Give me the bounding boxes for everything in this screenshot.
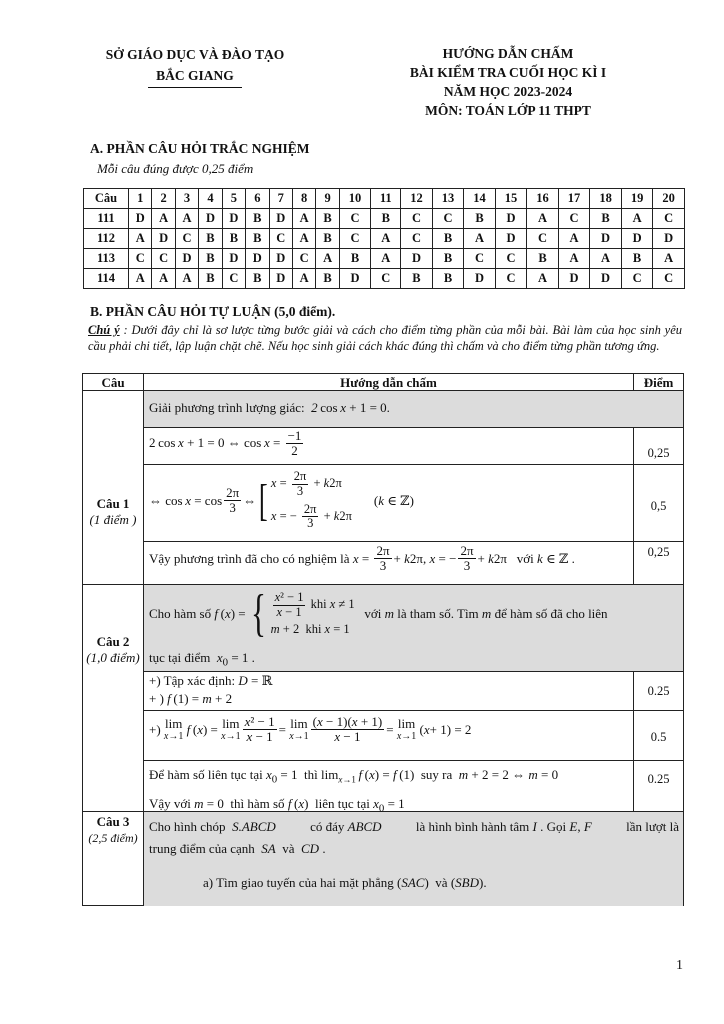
exam-code: 113	[84, 249, 129, 269]
answer-cell: C	[152, 249, 175, 269]
answer-cell: B	[432, 249, 464, 269]
answer-cell: B	[246, 269, 269, 289]
question-number: 12	[401, 189, 433, 209]
province-name: BẮC GIANG	[148, 65, 242, 88]
exam-code: 114	[84, 269, 129, 289]
q1-step2: ⇔ cos x = cos $\frac{2\pi}{3}$ ⇔ [ x = $\frac{2\pi}{3}$ + k2π x = − $\frac{2\pi}{3}$ + k2π (k ∈ ℤ)	[149, 469, 414, 531]
answer-cell: C	[653, 269, 685, 289]
school-year: NĂM HỌC 2023-2024	[443, 84, 573, 99]
answer-cell: C	[269, 229, 292, 249]
answer-cell: C	[464, 249, 496, 269]
answer-cell: B	[401, 269, 433, 289]
answer-cell: D	[621, 229, 653, 249]
answer-cell: A	[292, 209, 315, 229]
question-number: 20	[653, 189, 685, 209]
answer-cell: B	[246, 229, 269, 249]
answer-cell: D	[269, 209, 292, 229]
subject: MÔN: TOÁN LỚP 11 THPT	[425, 103, 591, 118]
answer-cell: B	[316, 229, 339, 249]
answer-cell: D	[269, 269, 292, 289]
question-number: 8	[292, 189, 315, 209]
answer-cell: D	[495, 229, 527, 249]
question-number: 13	[432, 189, 464, 209]
answer-cell: C	[401, 209, 433, 229]
answer-cell: C	[371, 269, 401, 289]
answer-cell: C	[432, 209, 464, 229]
answer-row	[84, 209, 685, 229]
section-b-note	[88, 322, 682, 354]
answer-row	[84, 229, 685, 249]
answer-cell: A	[129, 229, 152, 249]
answer-cell: B	[246, 209, 269, 229]
answer-cell: B	[432, 229, 464, 249]
q1-label: Câu 1	[96, 496, 130, 511]
q2-points-total: (1,0 điểm)	[86, 650, 140, 665]
question-number: 17	[558, 189, 590, 209]
q2-step3-points: 0.25	[647, 772, 670, 786]
question-number: 16	[527, 189, 559, 209]
answer-cell: A	[621, 209, 653, 229]
answer-header-label: Câu	[84, 189, 129, 209]
q3-part-a: a) Tìm giao tuyến của hai mặt phẳng (SAC) và (SBD).	[203, 875, 487, 890]
note-text: : Dưới đây chỉ là sơ lược từng bước giải và cách cho điểm từng phần của mỗi bài. Bài làm của học sinh yêu cầu phải chi tiết, lập luận chặt chẽ. Nếu học sinh giải cách khác đúng thì chấm và cho điểm từng phần tương ứng.	[88, 323, 682, 353]
answer-cell: A	[152, 209, 175, 229]
question-number: 4	[199, 189, 222, 209]
question-number: 10	[339, 189, 371, 209]
q1-step2-points: 0,5	[650, 499, 667, 513]
answer-cell: A	[371, 229, 401, 249]
answer-cell: D	[464, 269, 496, 289]
answer-cell: C	[558, 209, 590, 229]
answer-cell: D	[199, 209, 222, 229]
q1-conclusion: Vậy phương trình đã cho có nghiệm là x = $\frac{2\pi}{3}$ + k 2π, x = − $\frac{2\pi}{3}$ + k 2π với k ∈ ℤ .	[149, 543, 575, 574]
answer-cell: A	[129, 269, 152, 289]
q1-points-total: (1 điểm )	[89, 512, 137, 527]
grading-table	[82, 373, 684, 906]
q1-step1-points: 0,25	[647, 446, 670, 460]
answer-cell: A	[371, 249, 401, 269]
question-number: 9	[316, 189, 339, 209]
q2-prompt: Cho hàm số f ( x ) = { $\frac{\text{x² − 1}}{x - 1}$ khi x ≠ 1 m + 2 khi x = 1 với m là tham số. Tìm m để hàm số đã cho liên	[149, 585, 608, 642]
note-label: Chú ý	[88, 323, 120, 337]
question-number: 15	[495, 189, 527, 209]
answer-cell: C	[129, 249, 152, 269]
page-number: 1	[676, 958, 683, 973]
answer-cell: A	[175, 269, 198, 289]
answer-cell: B	[371, 209, 401, 229]
exam-code: 112	[84, 229, 129, 249]
section-a-title: A. PHẦN CÂU HỎI TRẮC NGHIỆM	[90, 141, 310, 156]
q2-prompt-line2: tục tại điểm $x_0 = 1$ .	[149, 650, 255, 669]
answer-cell: A	[653, 249, 685, 269]
answer-key-table	[83, 188, 685, 289]
answer-cell: C	[495, 249, 527, 269]
answer-cell: C	[292, 249, 315, 269]
answer-cell: D	[590, 269, 622, 289]
question-number: 19	[621, 189, 653, 209]
question-number: 14	[464, 189, 496, 209]
answer-cell: C	[653, 209, 685, 229]
answer-cell: A	[292, 269, 315, 289]
q2-step2: +) lim x→1 f ( x ) = lim x→1 $\frac{\text{x² − 1}}{x - 1}$ = lim x→1 $\frac{(x - 1)(x + 1)}{x - 1}$ = lim x→1 ( x + 1) = 2	[149, 714, 472, 745]
doc-title: HƯỚNG DẪN CHẤM	[442, 46, 574, 61]
answer-cell: D	[152, 229, 175, 249]
answer-cell: D	[246, 249, 269, 269]
q2-label: Câu 2	[96, 634, 130, 649]
answer-cell: B	[339, 249, 371, 269]
header-right	[378, 44, 638, 120]
answer-cell: A	[590, 249, 622, 269]
answer-cell: D	[129, 209, 152, 229]
col-guide-header: Hướng dẫn chấm	[340, 375, 437, 390]
answer-cell: B	[621, 249, 653, 269]
answer-cell: B	[199, 229, 222, 249]
question-number: 2	[152, 189, 175, 209]
answer-cell: C	[175, 229, 198, 249]
question-number: 18	[590, 189, 622, 209]
col-points-header: Điểm	[643, 375, 674, 390]
q1-step3-points: 0,25	[647, 545, 670, 559]
question-number: 3	[175, 189, 198, 209]
answer-cell: B	[464, 209, 496, 229]
answer-cell: A	[316, 249, 339, 269]
answer-cell: C	[401, 229, 433, 249]
answer-cell: C	[222, 269, 245, 289]
answer-cell: B	[316, 209, 339, 229]
answer-cell: C	[527, 229, 559, 249]
question-number: 1	[129, 189, 152, 209]
answer-cell: B	[316, 269, 339, 289]
answer-cell: A	[558, 249, 590, 269]
col-question-header: Câu	[101, 375, 125, 390]
question-number: 5	[222, 189, 245, 209]
q3-prompt: Cho hình chóp S.ABCD có đáy ABCD là hình bình hành tâm I . Gọi E, F lần lượt là trung điểm của cạnh SA và CD . a) Tìm giao tuyến của hai mặt phẳng (SAC) và (SBD).	[149, 816, 679, 894]
answer-header-row	[84, 189, 685, 209]
answer-cell: C	[495, 269, 527, 289]
q1-label-cell	[83, 496, 143, 528]
section-b-title: B. PHẦN CÂU HỎI TỰ LUẬN (5,0 điểm).	[90, 304, 336, 319]
answer-cell: D	[401, 249, 433, 269]
answer-cell: D	[653, 229, 685, 249]
answer-cell: B	[432, 269, 464, 289]
answer-cell: D	[222, 249, 245, 269]
q2-label-cell	[83, 634, 143, 666]
answer-cell: A	[558, 229, 590, 249]
question-number: 7	[269, 189, 292, 209]
answer-cell: B	[527, 249, 559, 269]
q2-step3: Để hàm số liên tục tại $x_0 = 1$ thì $\lim_{x\to 1} f$ (x) = f (1) suy ra m + 2 = 2 ⇔ m = 0 Vậy với m = 0 thì hàm số f (x) liên tục tại $x_0 = 1$	[149, 767, 559, 815]
q1-step1: 2 cos x + 1 = 0 ⇔ cos x = $\frac{-1}{2}$	[149, 428, 302, 459]
answer-cell: D	[269, 249, 292, 269]
answer-cell: C	[339, 229, 371, 249]
exam-name: BÀI KIỂM TRA CUỐI HỌC KÌ I	[409, 65, 607, 80]
answer-cell: D	[495, 209, 527, 229]
answer-cell: B	[222, 229, 245, 249]
q3-label: Câu 3	[96, 814, 130, 829]
q2-step1: +) Tập xác định: D = ℝ + ) f (1) = m + 2	[149, 673, 273, 706]
answer-cell: B	[199, 269, 222, 289]
answer-cell: B	[199, 249, 222, 269]
answer-cell: A	[292, 229, 315, 249]
question-number: 6	[246, 189, 269, 209]
q2-step1-points: 0.25	[647, 684, 670, 698]
answer-cell: A	[527, 209, 559, 229]
answer-cell: D	[175, 249, 198, 269]
answer-row	[84, 249, 685, 269]
answer-cell: C	[339, 209, 371, 229]
answer-cell: A	[175, 209, 198, 229]
answer-cell: A	[152, 269, 175, 289]
answer-cell: D	[222, 209, 245, 229]
answer-cell: A	[527, 269, 559, 289]
exam-code: 111	[84, 209, 129, 229]
q3-points-total: (2,5 điểm)	[88, 831, 138, 845]
q1-prompt: Giải phương trình lượng giác: 2 cos x + 1 = 0.	[149, 400, 390, 415]
department-name: SỞ GIÁO DỤC VÀ ĐÀO TẠO	[105, 47, 285, 62]
answer-cell: B	[590, 209, 622, 229]
answer-cell: C	[621, 269, 653, 289]
answer-cell: D	[558, 269, 590, 289]
header-left	[90, 44, 300, 88]
q2-step2-points: 0.5	[650, 730, 667, 744]
answer-cell: D	[590, 229, 622, 249]
question-number: 11	[371, 189, 401, 209]
answer-cell: D	[339, 269, 371, 289]
section-a-note: Mỗi câu đúng được 0,25 điểm	[97, 161, 254, 176]
answer-row	[84, 269, 685, 289]
answer-cell: A	[464, 229, 496, 249]
q3-label-cell	[83, 814, 143, 846]
